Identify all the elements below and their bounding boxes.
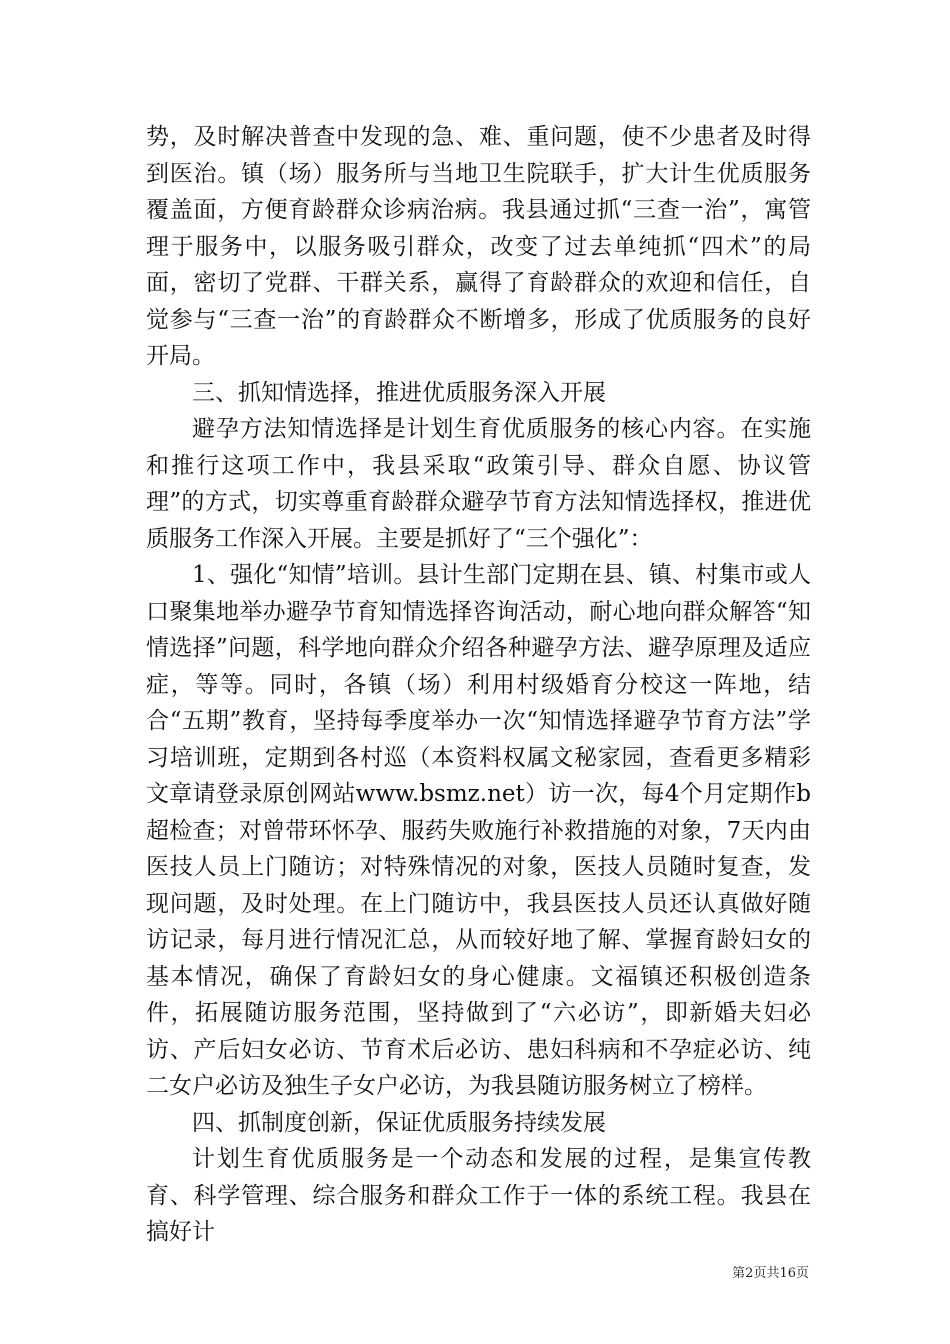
section-heading-3: 三、抓知情选择，推进优质服务深入开展 xyxy=(192,379,606,406)
paragraph-2: 避孕方法知情选择是计划生育优质服务的核心内容。在实施和推行这项工作中，我县采取“政策引导、群众自愿、协议管理”的方式，切实尊重育龄群众避孕节育方法知情选择权，推进优质服务工作深入开展。主要是抓好了“三个强化”： xyxy=(146,416,811,552)
section-heading-4: 四、抓制度创新，保证优质服务持续发展 xyxy=(192,1109,606,1136)
paragraph-4: 计划生育优质服务是一个动态和发展的过程，是集宣传教育、科学管理、综合服务和群众工作于一体的系统工程。我县在搞好计 xyxy=(146,1146,811,1245)
page-number-footer: 第2页共16页 xyxy=(732,1266,809,1281)
document-body xyxy=(146,119,811,1251)
paragraph-1: 势，及时解决普查中发现的急、难、重问题，使不少患者及时得到医治。镇（场）服务所与当地卫生院联手，扩大计生优质服务覆盖面，方便育龄群众诊病治病。我县通过抓“三查一治”，寓管理于服务中，以服务吸引群众，改变了过去单纯抓“四术”的局面，密切了党群、干群关系，赢得了育龄群众的欢迎和信任，自觉参与“三查一治”的育龄群众不断增多，形成了优质服务的良好开局。 xyxy=(146,124,811,369)
paragraph-3: 1、强化“知情”培训。县计生部门定期在县、镇、村集市或人口聚集地举办避孕节育知情选择咨询活动，耐心地向群众解答“知情选择”问题，科学地向群众介绍各种避孕方法、避孕原理及适应症，等等。同时，各镇（场）利用村级婚育分校这一阵地，结合“五期”教育，坚持每季度举办一次“知情选择避孕节育方法”学习培训班，定期到各村巡（本资料权属文秘家园，查看更多精彩文章请登录原创网站www.bsmz.net）访一次，每4个月定期作b超检查；对曾带环怀孕、服药失败施行补救措施的对象，7天内由医技人员上门随访；对特殊情况的对象，医技人员随时复查，发现问题，及时处理。在上门随访中，我县医技人员还认真做好随访记录，每月进行情况汇总，从而较好地了解、掌握育龄妇女的基本情况，确保了育龄妇女的身心健康。文福镇还积极创造条件，拓展随访服务范围，坚持做到了“六必访”，即新婚夫妇必访、产后妇女必访、节育术后必访、患妇科病和不孕症必访、纯二女户必访及独生子女户必访，为我县随访服务树立了榜样。 xyxy=(146,562,811,1099)
